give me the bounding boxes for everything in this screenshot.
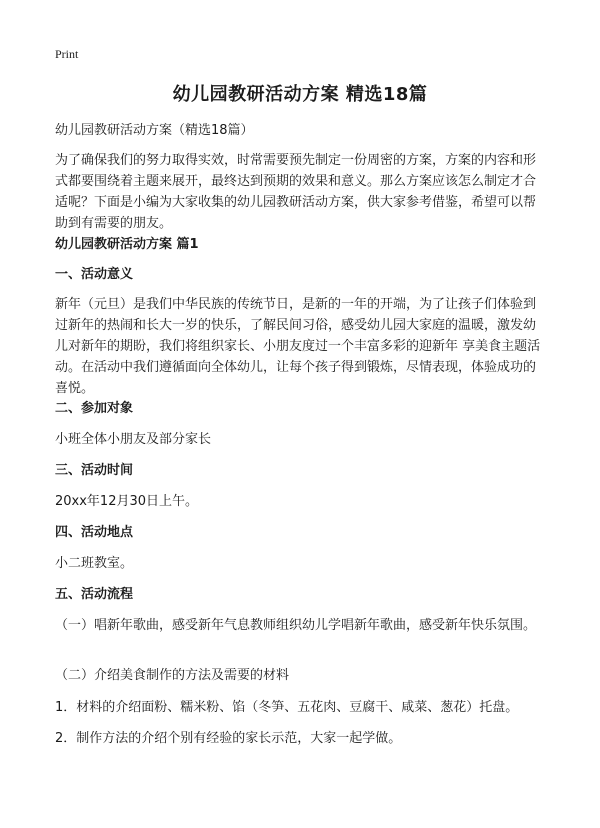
section-text-place: 小二班教室。 bbox=[55, 556, 134, 571]
flow-item-2: （二）介绍美食制作的方法及需要的材料 bbox=[55, 668, 290, 683]
section-heading-time: 三、活动时间 bbox=[55, 463, 134, 478]
intro-paragraph: 为了确保我们的努力取得实效，时常需要预先制定一份周密的方案，方案的内容和形式都要围绕着主题来展开，最终达到预期的效果和意义。那么方案应该怎么制定才合适呢？下面是小编为大家收集的幼儿园教研活动方案，供大家参考借鉴，希望可以帮助到有需要的朋友。 bbox=[55, 153, 537, 231]
flow-item-3: 1．材料的介绍面粉、糯米粉、馅（冬笋、五花肉、豆腐干、咸菜、葱花）托盘。 bbox=[55, 700, 519, 715]
section-heading-place: 四、活动地点 bbox=[55, 525, 134, 540]
section-text-time: 20xx年12月30日上午。 bbox=[55, 494, 199, 509]
section-heading-target: 二、参加对象 bbox=[55, 401, 134, 416]
section-heading-flow: 五、活动流程 bbox=[55, 587, 134, 602]
page-title: 幼儿园教研活动方案 精选18篇 bbox=[172, 84, 428, 105]
print-label[interactable]: Print bbox=[55, 47, 79, 61]
flow-item-1: （一）唱新年歌曲，感受新年气息教师组织幼儿学唱新年歌曲，感受新年快乐氛围。 bbox=[55, 618, 537, 633]
document-subtitle: 幼儿园教研活动方案（精选18篇） bbox=[55, 123, 254, 138]
section-text-meaning: 新年（元旦）是我们中华民族的传统节日，是新的一年的开端，为了让孩子们体验到过新年的热闹和长大一岁的快乐，了解民间习俗，感受幼儿园大家庭的温暖，激发幼儿对新年的期盼，我们将组织家长、小朋友度过一个丰富多彩的迎新年 享美食主题活动。在活动中我们遵循面向全体幼儿，让每个孩子得到锻炼，尽情表现，体验成功的喜悦。 bbox=[55, 297, 541, 396]
section-text-target: 小班全体小朋友及部分家长 bbox=[55, 432, 212, 447]
section-heading-meaning: 一、活动意义 bbox=[55, 267, 134, 282]
flow-item-4: 2．制作方法的介绍个别有经验的家长示范，大家一起学做。 bbox=[55, 731, 402, 746]
article-heading: 幼儿园教研活动方案 篇1 bbox=[55, 237, 199, 252]
